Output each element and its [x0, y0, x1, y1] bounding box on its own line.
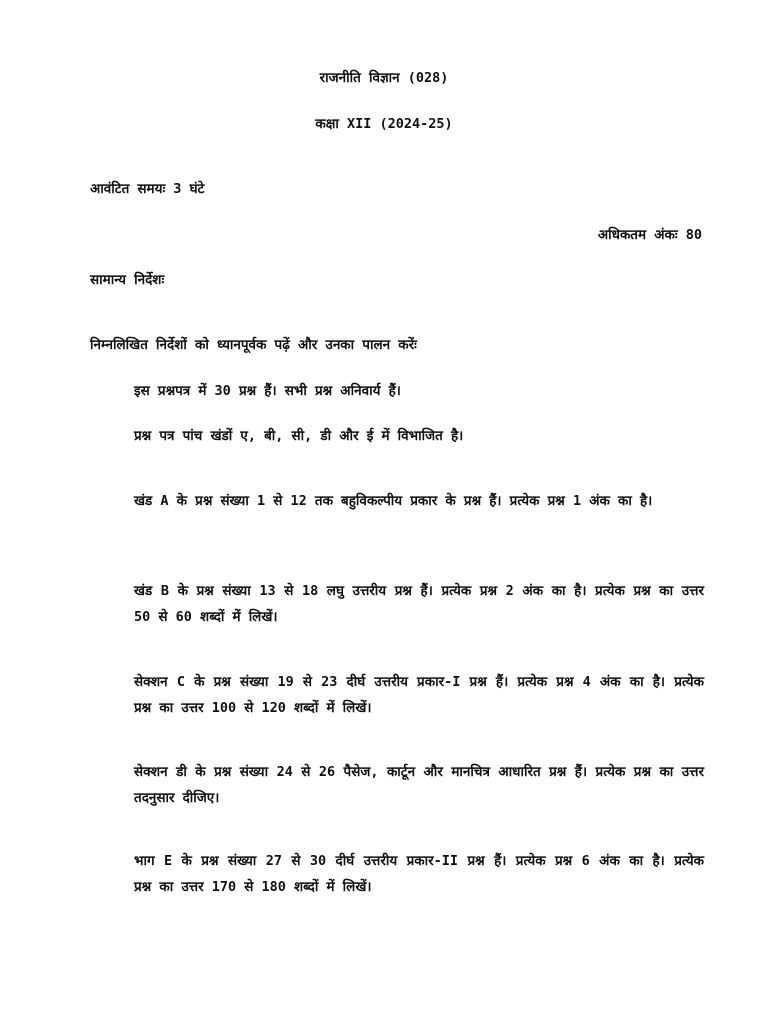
subject-title: राजनीति विज्ञान (028)	[319, 70, 449, 86]
allotted-time: आवंटित समयः 3 घंटे	[90, 181, 205, 197]
instruction-item: सेक्शन C के प्रश्न संख्या 19 से 23 दीर्घ उत्तरीय प्रकार-I प्रश्न हैं। प्रत्येक प्रश्न 4 अंक का है। प्रत्येक प्रश्न का उत्तर 100 से 120 शब्दों में लिखें।	[134, 674, 704, 716]
general-instructions-heading: सामान्य निर्देशः	[90, 272, 165, 288]
instructions-intro: निम्नलिखित निर्देशों को ध्यानपूर्वक पढ़ें और उनका पालन करेंः	[90, 337, 417, 353]
maximum-marks: अधिकतम अंकः 80	[597, 227, 702, 243]
class-title: कक्षा XII (2024-25)	[315, 116, 453, 132]
instruction-item: खंड B के प्रश्न संख्या 13 से 18 लघु उत्तरीय प्रश्न हैं। प्रत्येक प्रश्न 2 अंक का है। प्रत्येक प्रश्न का उत्तर 50 से 60 शब्दों में लिखें।	[134, 583, 704, 625]
instruction-item: इस प्रश्नपत्र में 30 प्रश्न हैं। सभी प्रश्न अनिवार्य हैं।	[134, 383, 401, 399]
instruction-item: भाग E के प्रश्न संख्या 27 से 30 दीर्घ उत्तरीय प्रकार-II प्रश्न हैं। प्रत्येक प्रश्न 6 अंक का है। प्रत्येक प्रश्न का उत्तर 170 से 180 शब्दों में लिखें।	[134, 853, 704, 895]
instruction-item: सेक्शन डी के प्रश्न संख्या 24 से 26 पैसेज, कार्टून और मानचित्र आधारित प्रश्न हैं। प्रत्येक प्रश्न का उत्तर तदनुसार दीजिए।	[134, 764, 704, 806]
instruction-item: खंड A के प्रश्न संख्या 1 से 12 तक बहुविकल्पीय प्रकार के प्रश्न हैं। प्रत्येक प्रश्न 1 अंक का है।	[134, 493, 653, 509]
instruction-item: प्रश्न पत्र पांच खंडों ए, बी, सी, डी और ई में विभाजित है।	[134, 428, 464, 444]
